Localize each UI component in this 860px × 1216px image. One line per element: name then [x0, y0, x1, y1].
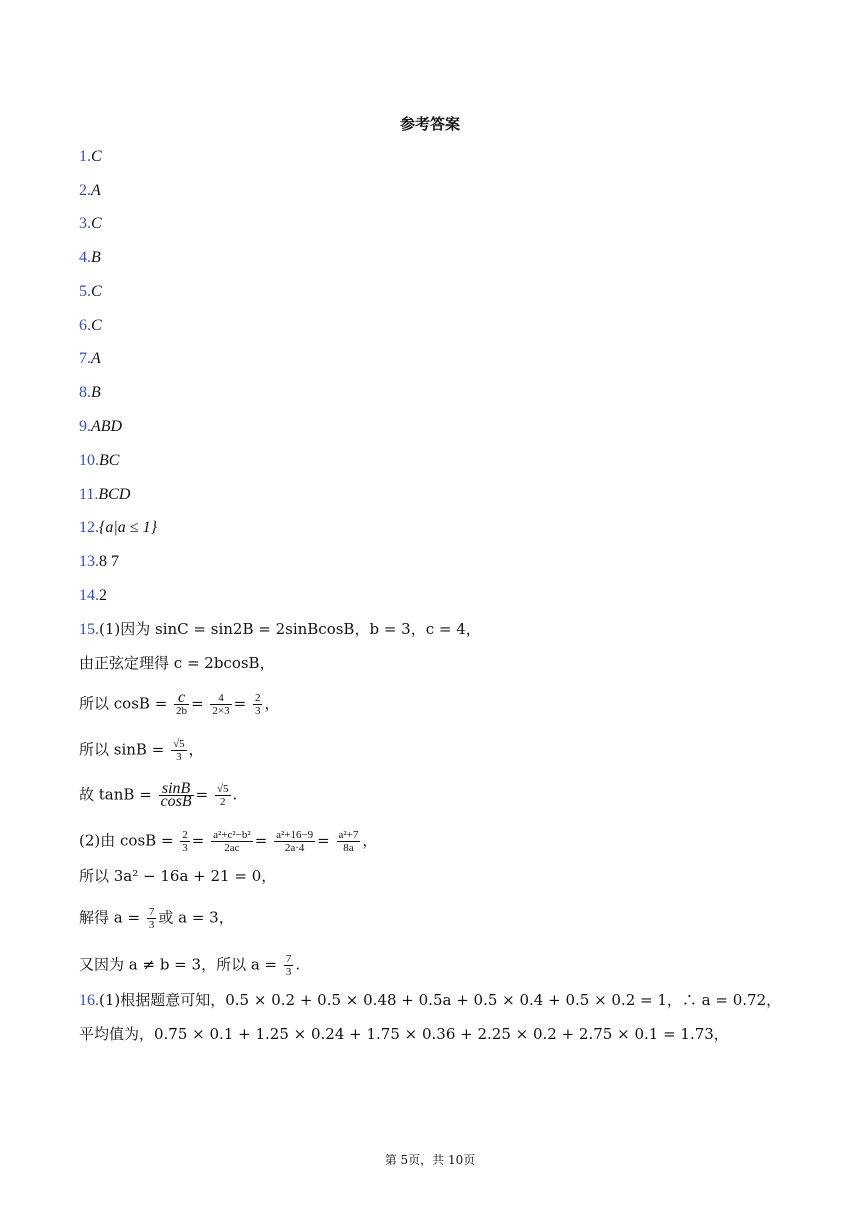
q15-line-5: 故 tanB = $\frac{\sin B}{\cos B}$ = $\frac{√5}{2}$ . — [79, 780, 238, 810]
fraction: $\frac{\sin B}{\cos B}$ — [160, 780, 192, 810]
fraction: $\frac{\text{a²+7}}{8a}$ — [338, 829, 359, 854]
q16-line-1: 16.(1)根据题意可知，0.5 × 0.2 + 0.5 × 0.48 + 0.5a + 0.5 × 0.4 + 0.5 × 0.2 = 1，∴ a = 0.72， — [79, 991, 782, 1009]
fraction: $\frac{√5}{2}$ — [217, 783, 229, 808]
q15-line-2: 由正弦定理得 c = 2bcosB， — [79, 654, 275, 672]
fraction: $\frac{2}{3}$ — [254, 692, 261, 717]
page-title: 参考答案 — [399, 115, 460, 133]
fraction: $\frac{7}{3}$ — [285, 953, 292, 978]
fraction: $\frac{2}{3}$ — [182, 829, 188, 854]
answer-8: 8.B — [79, 384, 101, 401]
answer-14: 14.2 — [79, 587, 107, 604]
answer-11: 11.BCD — [79, 486, 131, 503]
fraction: $\frac{c}{2b}$ — [176, 689, 188, 717]
answer-6: 6.C — [79, 317, 102, 334]
answer-5: 5.C — [79, 283, 102, 300]
fraction: $\frac{7}{3}$ — [148, 906, 155, 931]
q15-line-9: 又因为 a ≠ b = 3，所以 a = $\frac{7}{3}$ . — [79, 953, 301, 978]
answer-7: 7.A — [79, 350, 101, 367]
q16-line-2: 平均值为，0.75 × 0.1 + 1.25 × 0.24 + 1.75 × 0.36 + 2.25 × 0.2 + 2.75 × 0.1 = 1.73， — [79, 1025, 729, 1043]
fraction: $\frac{√5}{3}$ — [173, 738, 185, 763]
q15-line-8: 解得 a = $\frac{7}{3}$ 或 a = 3， — [79, 906, 234, 931]
answer-1: 1.C — [79, 148, 102, 165]
answer-13: 13.8 7 — [79, 553, 119, 570]
answer-12: 12.{a|a ≤ 1} — [79, 519, 157, 536]
answer-4: 4.B — [79, 249, 101, 266]
fraction: $\frac{\text{a²+c²−b²}}{2ac}$ — [213, 829, 251, 854]
answer-3: 3.C — [79, 215, 102, 232]
fraction: $\frac{4}{2\times 3}$ — [212, 692, 230, 717]
q15-line-3: 所以 cosB = $\frac{c}{2b}$ = $\frac{4}{2\times 3}$ = $\frac{2}{3}$ ， — [79, 689, 280, 717]
fraction: $\frac{\text{a²+16−9}}{2a\cdot 4}$ — [276, 829, 314, 854]
answer-2: 2.A — [79, 182, 101, 199]
q15-line-1: 15.(1)因为 sinC = sin2B = 2sinBcosB，b = 3，c = 4， — [79, 620, 481, 638]
q15-line-4: 所以 sinB = $\frac{√5}{3}$ ， — [79, 738, 204, 763]
page-footer: 第 5页，共 10页 — [384, 1153, 476, 1167]
answer-9: 9.ABD — [79, 418, 123, 435]
q15-line-7: 所以 3a² − 16a + 21 = 0， — [79, 867, 277, 885]
answer-10: 10.BC — [79, 452, 120, 469]
q15-line-6: (2)由 cosB = $\frac{2}{3}$ = $\frac{\text{a²+c²−b²}}{2ac}$ = $\frac{\text{a²+16−9}}{2a\cdot 4}$ = $\frac{\text{a²+7}}{8a}$ ， — [79, 829, 378, 854]
